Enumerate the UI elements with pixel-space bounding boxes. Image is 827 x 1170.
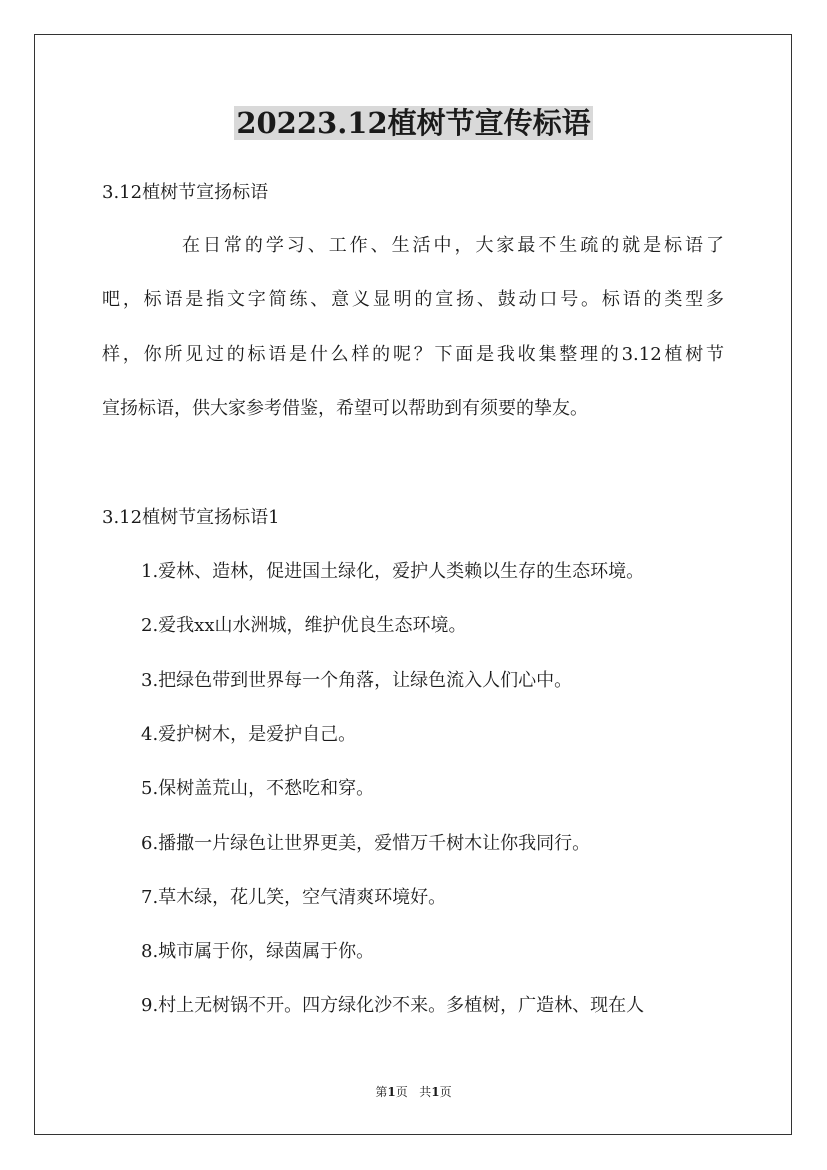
total-pages: 1 [431,1085,440,1099]
slogan-item: 5.保树盖荒山，不愁吃和穿。 [141,778,375,799]
slogan-item: 8.城市属于你，绿茵属于你。 [141,941,375,962]
slogan-item: 7.草木绿，花儿笑，空气清爽环境好。 [141,887,447,908]
intro-paragraph-line-3: 样，你所见过的标语是什么样的呢？下面是我收集整理的3.12植树节 [102,344,724,365]
sub-heading: 3.12植树节宣扬标语1 [102,507,280,528]
total-suffix: 页 [439,1085,452,1099]
slogan-item: 4.爱护树木，是爱护自己。 [141,724,357,745]
slogan-item: 9.村上无树锅不开。四方绿化沙不来。多植树，广造林、现在人 [141,995,645,1016]
document-title-text: 20223.12植树节宣传标语 [236,106,591,140]
page-suffix: 页 [395,1085,408,1099]
intro-paragraph-line-4: 宣扬标语，供大家参考借鉴，希望可以帮助到有须要的挚友。 [102,398,588,419]
slogan-item: 3.把绿色带到世界每一个角落，让绿色流入人们心中。 [141,670,573,691]
slogan-item: 2.爱我xx山水洲城，维护优良生态环境。 [141,615,467,636]
slogan-item: 6.播撒一片绿色让世界更美，爱惜万千树木让你我同行。 [141,833,591,854]
document-title [0,101,827,145]
intro-paragraph-line-2: 吧，标语是指文字简练、意义显明的宣扬、鼓动口号。标语的类型多 [102,289,724,310]
page-footer [0,1083,827,1101]
total-prefix: 共 [419,1085,432,1099]
intro-paragraph-line-1: 在日常的学习、工作、生活中，大家最不生疏的就是标语了 [182,235,724,256]
slogan-item: 1.爱林、造林，促进国土绿化，爱护人类赖以生存的生态环境。 [141,561,645,582]
page-prefix: 第 [375,1085,388,1099]
section-heading: 3.12植树节宣扬标语 [102,182,269,203]
page-number: 1 [387,1085,396,1099]
